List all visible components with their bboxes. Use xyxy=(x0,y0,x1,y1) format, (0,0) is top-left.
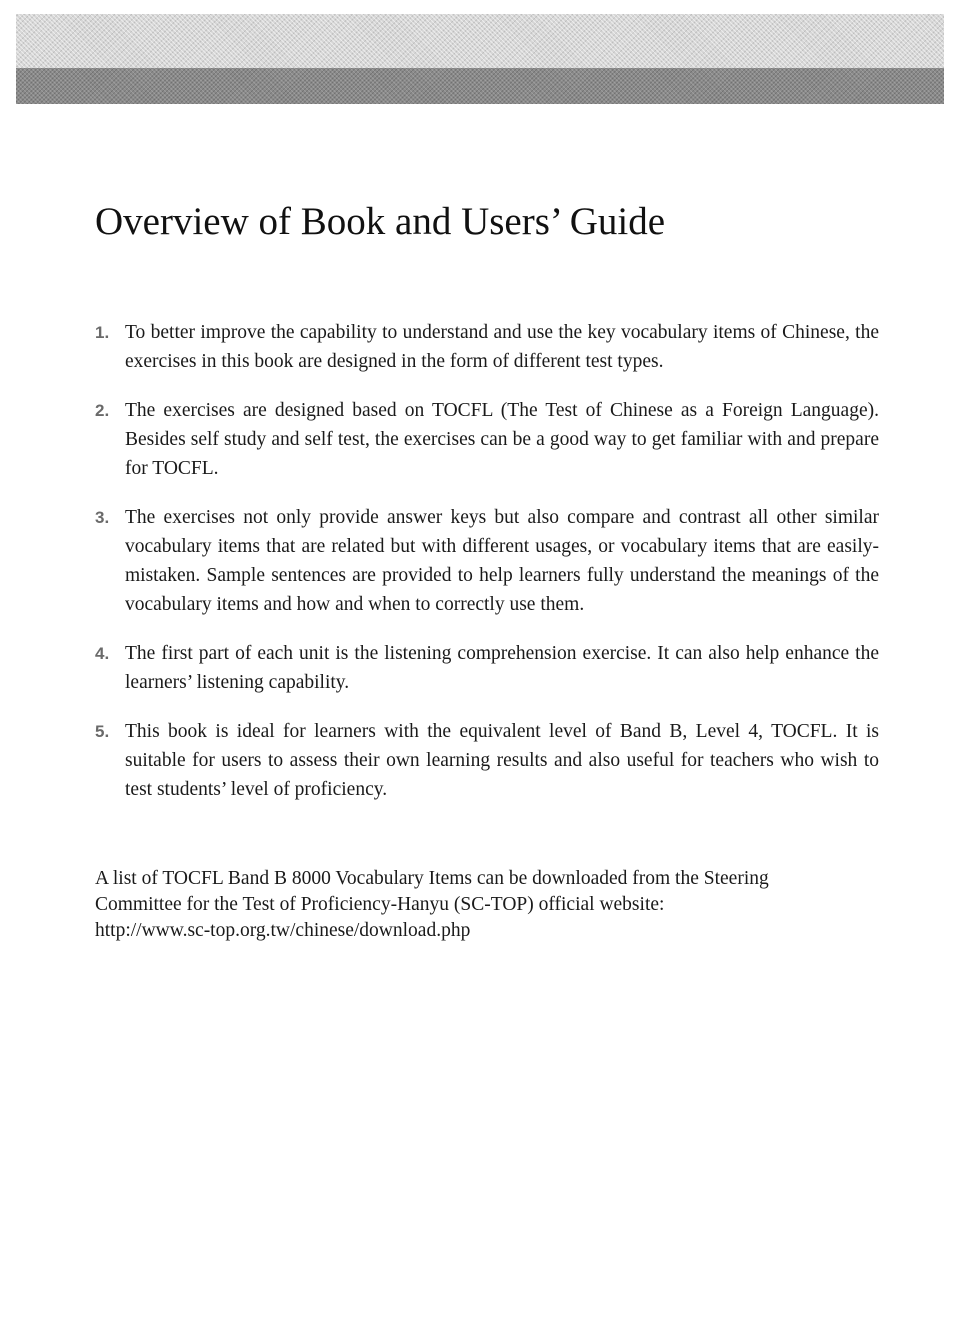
download-url: http://www.sc-top.org.tw/chinese/download.php xyxy=(95,920,471,941)
list-item xyxy=(95,396,879,483)
page-title: Overview of Book and Users’ Guide xyxy=(95,200,666,243)
download-note xyxy=(95,866,885,944)
item-number: 2. xyxy=(95,401,110,420)
header-banner-light xyxy=(16,14,944,68)
item-number: 1. xyxy=(95,323,110,342)
item-number: 4. xyxy=(95,644,110,663)
guide-list xyxy=(95,318,879,824)
item-text: To better improve the capability to understand and use the key vocabulary items of Chinese, the exercises in this book are designed in the form of different test types. xyxy=(125,322,879,372)
list-item xyxy=(95,318,879,376)
download-note-line: A list of TOCFL Band B 8000 Vocabulary Items can be downloaded from the Steering xyxy=(95,868,769,889)
list-item xyxy=(95,639,879,697)
list-item xyxy=(95,503,879,619)
item-text: The exercises not only provide answer keys but also compare and contrast all other similar vocabulary items that are related but with different usages, or vocabulary items that are easily-mistaken. Sample sentences are provided to help learners fully understand the meanings of the vocabulary items and how and when to correctly use them. xyxy=(125,507,879,615)
item-text: The first part of each unit is the listening comprehension exercise. It can also help enhance the learners’ listening capability. xyxy=(125,643,879,693)
header-banner xyxy=(16,14,944,104)
item-text: The exercises are designed based on TOCFL (The Test of Chinese as a Foreign Language). Besides self study and self test, the exercises can be a good way to get familiar with and prepare for TOCFL. xyxy=(125,400,879,479)
header-banner-dark xyxy=(16,68,944,104)
list-item xyxy=(95,717,879,804)
item-number: 5. xyxy=(95,722,110,741)
item-number: 3. xyxy=(95,508,110,527)
download-note-line: Committee for the Test of Proficiency-Hanyu (SC-TOP) official website: xyxy=(95,894,665,915)
item-text: This book is ideal for learners with the equivalent level of Band B, Level 4, TOCFL. It is suitable for users to assess their own learning results and also useful for teachers who wish to test students’ level of proficiency. xyxy=(125,721,879,800)
